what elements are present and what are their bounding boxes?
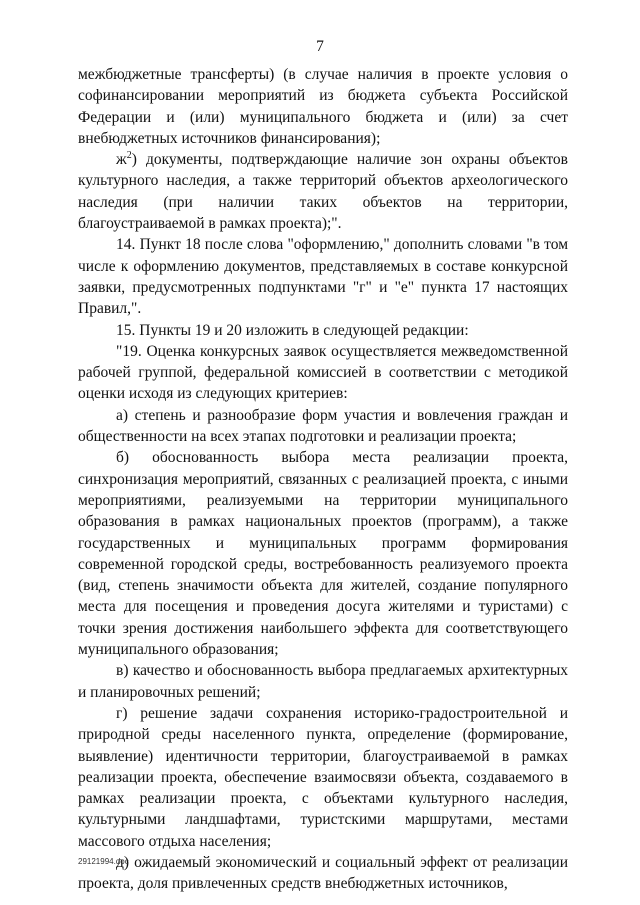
paragraph: б) обоснованность выбора места реализации проекта, синхронизация мероприятий, связанных с реализацией проекта, с иными мероприятиями, реализуемыми на территории муниципального образования в рамках национальных проектов (программ), а также государственных и муниципальных программ формирования современной городской среды, востребованность реализуемого проекта (вид, степень значимости объекта для жителей, создание популярного места для посещения и проведения досуга жителями и туристами) с точки зрения достижения наибольшего эффекта для соответствующего муниципального образования; — [78, 449, 568, 659]
paragraph: 14. Пункт 18 после слова "оформлению," дополнить словами "в том числе к оформлению документов, представляемых в составе конкурсной заявки, предусмотренных подпунктами "г" и "е" пункта 17 настоящих Правил,". — [78, 236, 568, 318]
paragraph: межбюджетные трансферты) (в случае наличия в проекте условия о софинансировании мероприятий из бюджета субъекта Российской Федерации и (или) муниципального бюджета и (или) за счет внебюджетных источников финансирования); — [78, 66, 568, 147]
item-close-paren: ) — [131, 151, 137, 169]
document-footer: 29121994.doc — [78, 857, 129, 866]
paragraph: "19. Оценка конкурсных заявок осуществляется межведомственной рабочей группой, федеральной комиссией в соответствии с методикой оценки исходя из следующих критериев: — [78, 342, 568, 403]
paragraph-item-zh — [78, 149, 568, 234]
item-superscript: 2 — [126, 150, 132, 162]
document-body — [78, 64, 568, 895]
paragraph: г) решение задачи сохранения историко-градостроительной и природной среды населенного пункта, определение (формирование, выявление) идентичности территории, благоустраиваемой в рамках реализации проекта, обеспечение взаимосвязи объекта, создаваемого в рамках реализации проекта, с объектами культурного наследия, культурными ландшафтами, туристскими маршрутами, местами массового отдыха населения; — [78, 704, 568, 850]
paragraph: д) ожидаемый экономический и социальный эффект от реализации проекта, доля привлеченных средств внебюджетных источников, — [78, 853, 568, 893]
item-text: документы, подтверждающие наличие зон охраны объектов культурного наследия, а также территорий объектов археологического наследия (при наличии таких объектов на территории, благоустраиваемой в рамках проекта);". — [78, 151, 568, 233]
page-number: 7 — [316, 38, 324, 55]
paragraph: 15. Пункты 19 и 20 изложить в следующей редакции: — [116, 321, 469, 339]
paragraph: а) степень и разнообразие форм участия и вовлечения граждан и общественности на всех этапах подготовки и реализации проекта; — [78, 406, 568, 446]
item-letter: ж — [116, 151, 127, 169]
paragraph: в) качество и обоснованность выбора предлагаемых архитектурных и планировочных решений; — [78, 662, 568, 701]
